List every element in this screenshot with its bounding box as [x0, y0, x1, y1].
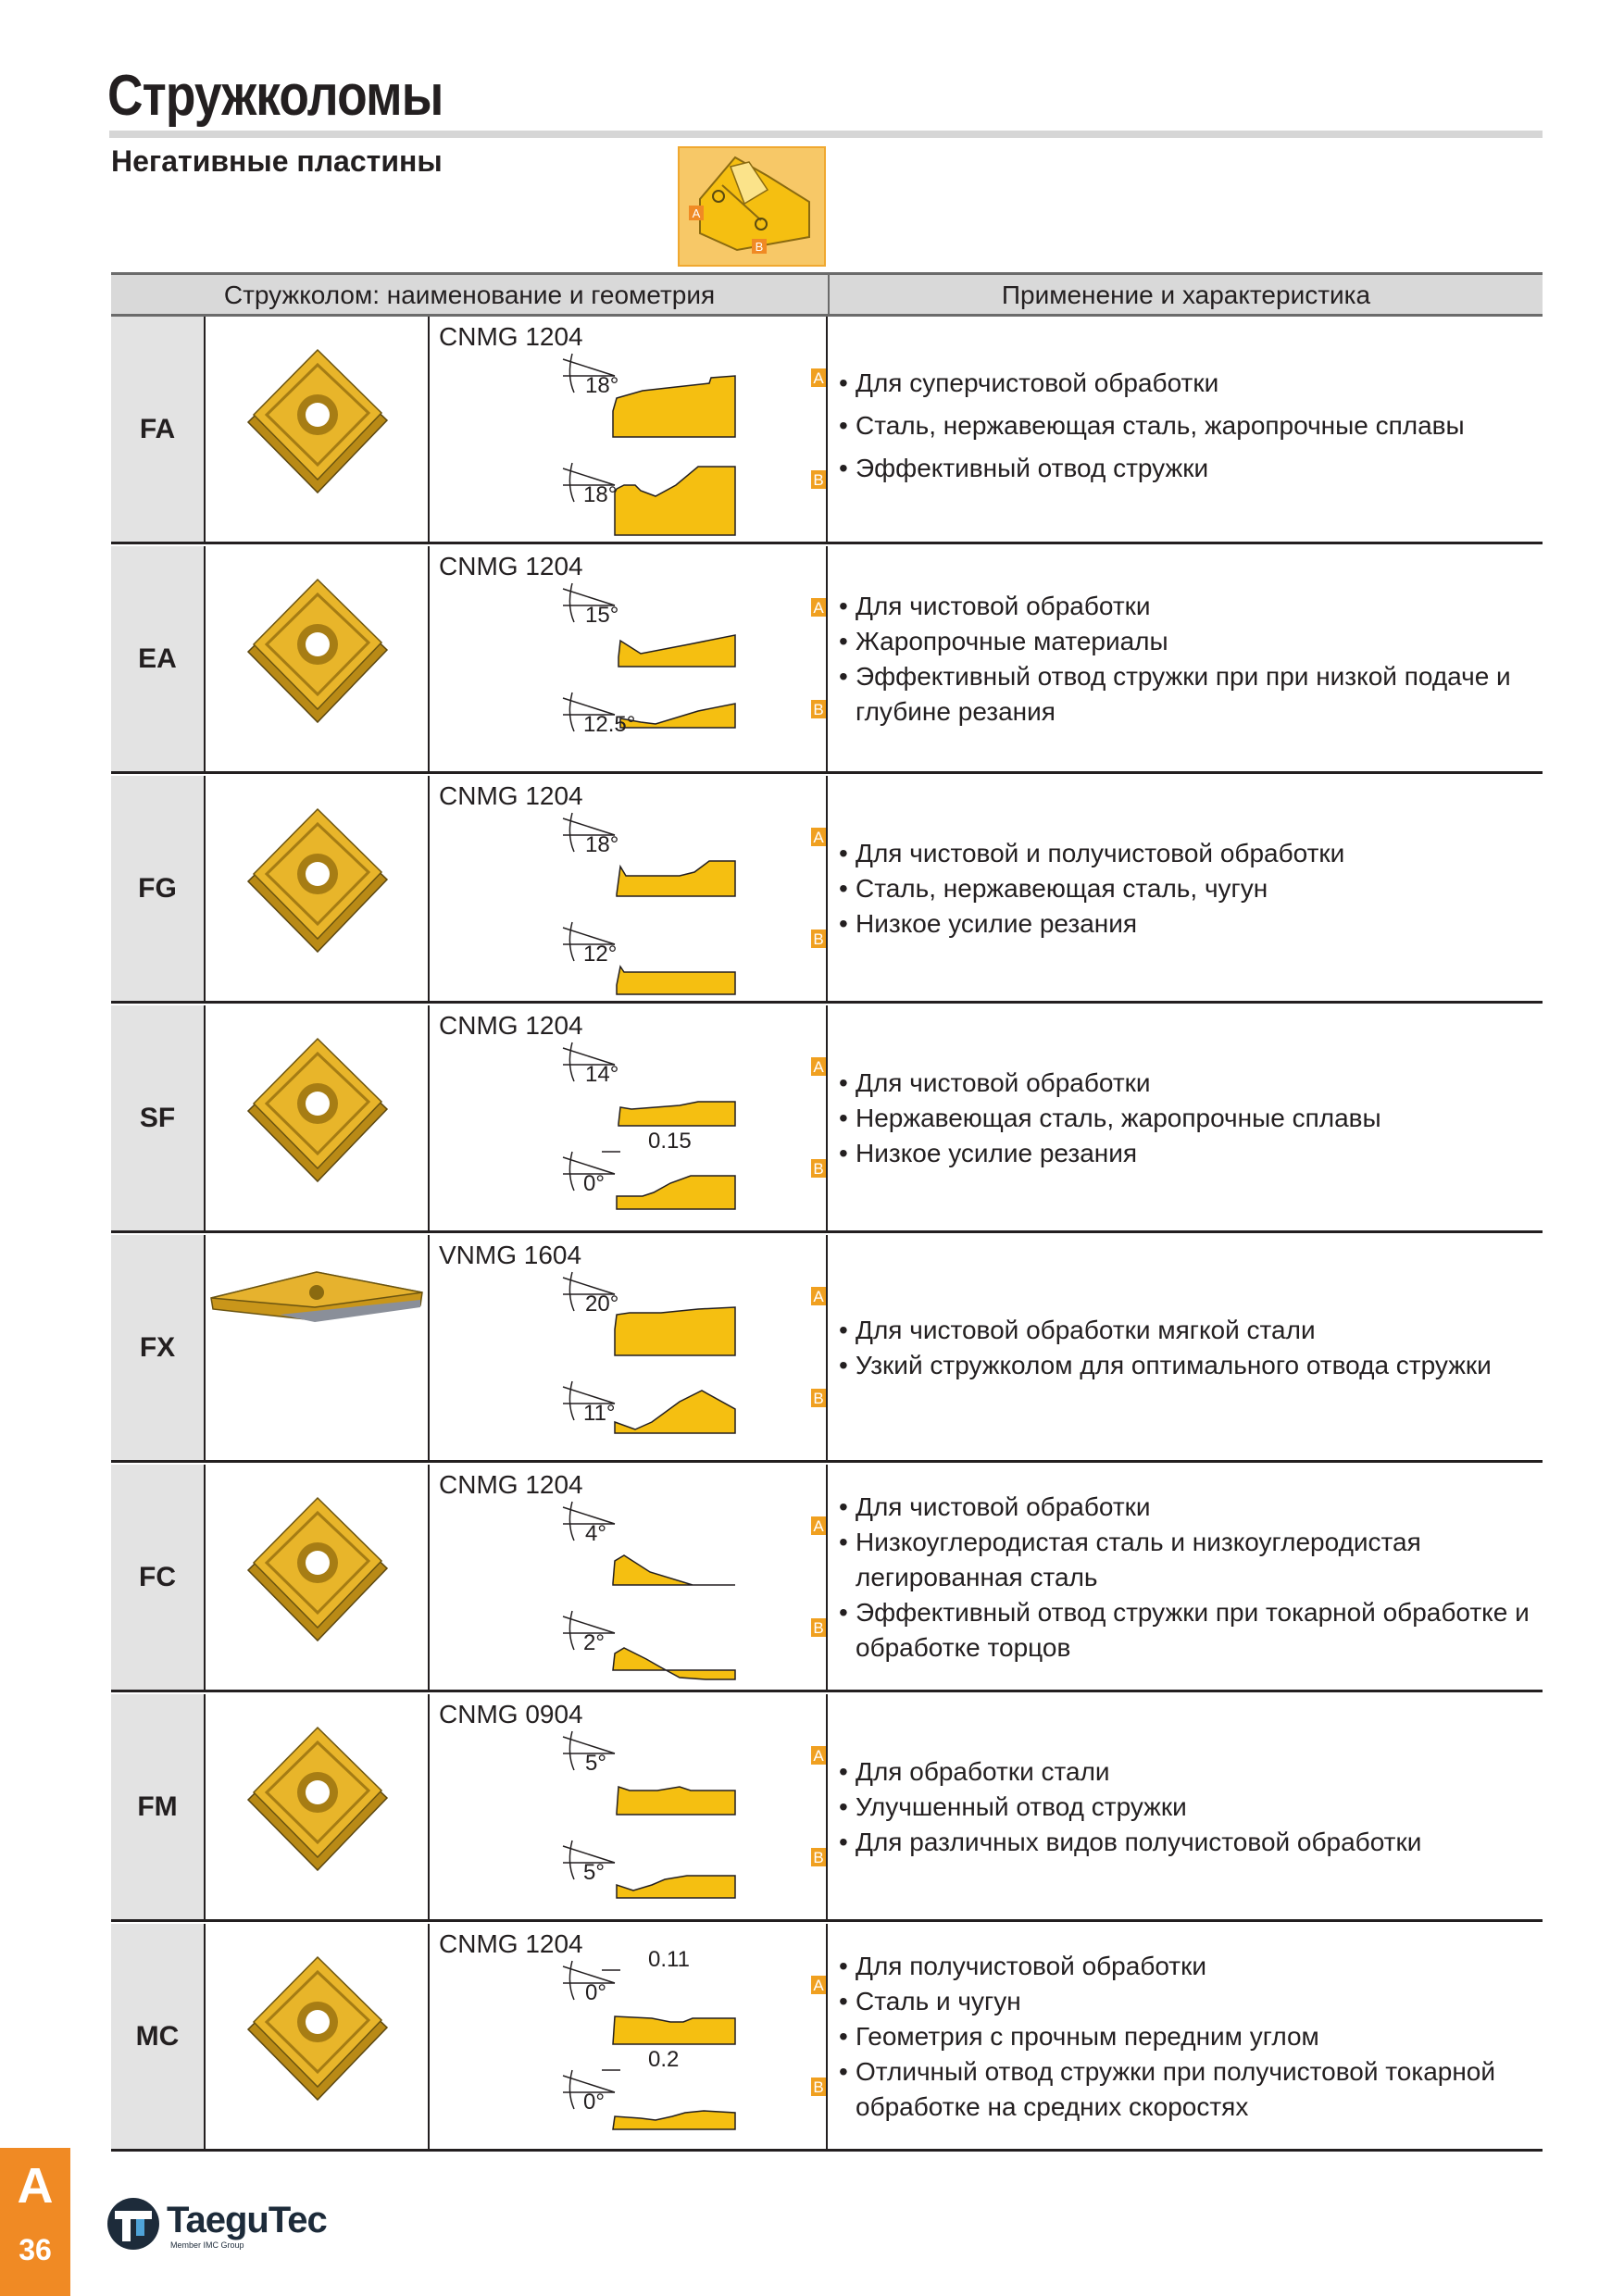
table-row	[111, 1694, 1543, 1922]
application-list	[839, 1066, 1543, 1171]
title-divider	[109, 131, 1543, 138]
application-bullet: • Для обработки стали	[839, 1754, 1543, 1790]
insert-image	[206, 1235, 430, 1460]
application-bullet: • Для чистовой обработки мягкой стали	[839, 1313, 1543, 1348]
profile-b	[617, 1876, 735, 1898]
geometry-cell	[430, 1005, 828, 1230]
profile-b	[615, 467, 735, 535]
application-bullet: • Нержавеющая сталь, жаропрочные сплавы	[839, 1101, 1543, 1136]
application-bullet: • Эффективный отвод стружки при при низкой подаче и глубине резания	[839, 659, 1543, 730]
application-list	[839, 1754, 1543, 1860]
application-list	[839, 1949, 1543, 2125]
land-width-a: 0.11	[648, 1947, 690, 1972]
profile-a	[613, 2016, 735, 2044]
geometry-cell	[430, 1694, 828, 1919]
application-bullet: • Для суперчистовой обработки	[839, 366, 1543, 401]
insert-image	[206, 1465, 430, 1690]
geometry-cell	[430, 317, 828, 542]
insert-designation: CNMG 1204	[439, 322, 583, 351]
section-label-b: B	[813, 1849, 824, 1866]
application-bullet: • Для чистовой обработки	[839, 1066, 1543, 1101]
column-header-application: Применение и характеристика	[828, 275, 1543, 314]
insert-designation: CNMG 1204	[439, 781, 583, 810]
table-row	[111, 1924, 1543, 2152]
rake-angle-a: 0°	[585, 1980, 606, 2005]
insert-designation: CNMG 1204	[439, 1470, 583, 1499]
geometry-cell	[430, 776, 828, 1001]
profile-a	[613, 1555, 735, 1585]
brand-tagline: Member IMC Group	[170, 2240, 244, 2250]
insert-designation: CNMG 1204	[439, 552, 583, 580]
application-bullet: • Эффективный отвод стружки	[839, 451, 1543, 486]
section-label-a: A	[813, 1747, 824, 1765]
profile-b	[617, 967, 735, 994]
application-cell	[828, 317, 1543, 542]
page-subtitle: Негативные пластины	[111, 144, 443, 178]
application-list	[839, 589, 1543, 730]
insert-designation: CNMG 1204	[439, 1011, 583, 1040]
section-label-a: A	[813, 369, 824, 387]
geometry-cell	[430, 1924, 828, 2149]
column-header-geometry: Стружколом: наименование и геометрия	[223, 281, 716, 309]
land-width-b: 0.15	[648, 1129, 692, 1154]
geometry-cell	[430, 1235, 828, 1460]
section-label-a: A	[813, 1977, 824, 1994]
rake-angle-a: 4°	[585, 1521, 606, 1546]
rake-angle-a: 18°	[585, 373, 619, 398]
application-bullet: • Низкоуглеродистая сталь и низкоуглеродистая легированная сталь	[839, 1525, 1543, 1595]
application-bullet: • Улучшенный отвод стружки	[839, 1790, 1543, 1825]
page-title: Стружколомы	[107, 64, 443, 128]
profile-b	[613, 1648, 735, 1679]
table-row	[111, 546, 1543, 774]
profile-a	[618, 635, 735, 667]
insert-image	[206, 776, 430, 1001]
section-label-b: B	[813, 1160, 824, 1178]
profile-a	[613, 376, 735, 437]
chipbreaker-code: FM	[111, 1694, 206, 1919]
application-bullet: • Сталь, нержавеющая сталь, чугун	[839, 871, 1543, 906]
geometry-cell	[430, 1465, 828, 1690]
rake-angle-a: 15°	[585, 603, 619, 628]
application-bullet: • Эффективный отвод стружки при токарной обработке и обработке торцов	[839, 1595, 1543, 1666]
application-bullet: • Для чистовой обработки	[839, 589, 1543, 624]
rake-angle-b: 12°	[583, 942, 618, 967]
chipbreaker-table	[111, 272, 1543, 2121]
table-row	[111, 776, 1543, 1004]
table-row	[111, 317, 1543, 544]
profile-b	[615, 1391, 735, 1433]
profile-b	[620, 704, 735, 728]
thumb-label-b: B	[755, 240, 764, 254]
profile-b	[613, 2111, 735, 2129]
table-row	[111, 1005, 1543, 1233]
section-tab	[0, 2148, 70, 2296]
rake-angle-b: 12.5°	[583, 712, 636, 737]
application-bullet: • Жаропрочные материалы	[839, 624, 1543, 659]
profile-b	[617, 1176, 735, 1209]
application-list	[839, 1490, 1543, 1666]
application-cell	[828, 776, 1543, 1001]
application-bullet: • Для получистовой обработки	[839, 1949, 1543, 1984]
application-list	[839, 1313, 1543, 1383]
rake-angle-b: 0°	[583, 2090, 605, 2115]
application-list	[839, 836, 1543, 942]
application-bullet: • Сталь, нержавеющая сталь, жаропрочные сплавы	[839, 408, 1543, 443]
profile-a	[618, 1102, 735, 1126]
application-bullet: • Низкое усилие резания	[839, 906, 1543, 942]
rake-angle-a: 20°	[585, 1292, 619, 1316]
section-label-a: A	[813, 1517, 824, 1535]
application-list	[839, 366, 1543, 493]
section-label-a: A	[813, 599, 824, 617]
application-bullet: • Сталь и чугун	[839, 1984, 1543, 2019]
application-cell	[828, 1465, 1543, 1690]
application-cell	[828, 1235, 1543, 1460]
section-letter: A	[17, 2158, 54, 2214]
profile-a	[615, 1307, 735, 1355]
insert-image	[206, 1924, 430, 2149]
geometry-cell	[430, 546, 828, 771]
application-cell	[828, 1924, 1543, 2149]
section-label-a: A	[813, 829, 824, 846]
brand-logo	[106, 2196, 356, 2252]
rake-angle-a: 18°	[585, 832, 619, 857]
insert-image	[206, 317, 430, 542]
brand-mark-icon	[106, 2196, 163, 2252]
table-row	[111, 1465, 1543, 1692]
rake-angle-b: 2°	[583, 1630, 605, 1655]
section-label-b: B	[813, 930, 824, 948]
section-label-b: B	[813, 1390, 824, 1407]
application-bullet: • Низкое усилие резания	[839, 1136, 1543, 1171]
rake-angle-b: 18°	[583, 482, 618, 507]
land-width-b: 0.2	[648, 2047, 680, 2072]
insert-image	[206, 1005, 430, 1230]
thumb-label-a: A	[692, 206, 701, 220]
rake-angle-b: 0°	[583, 1171, 605, 1196]
profile-a	[617, 1787, 735, 1815]
rake-angle-a: 14°	[585, 1062, 619, 1087]
insert-designation: CNMG 0904	[439, 1700, 583, 1728]
section-label-b: B	[813, 2078, 824, 2096]
chipbreaker-code: SF	[111, 1005, 206, 1230]
chipbreaker-code: FC	[111, 1465, 206, 1690]
application-cell	[828, 1005, 1543, 1230]
insert-image	[206, 546, 430, 771]
rake-angle-b: 11°	[583, 1401, 616, 1426]
application-bullet: • Для чистовой и получистовой обработки	[839, 836, 1543, 871]
insert-designation: VNMG 1604	[439, 1241, 582, 1269]
brand-name: TaeguTec	[167, 2200, 327, 2240]
section-label-b: B	[813, 1619, 824, 1637]
section-label-b: B	[813, 701, 824, 718]
insert-designation: CNMG 1204	[439, 1929, 583, 1958]
section-label-b: B	[813, 471, 824, 489]
insert-image	[206, 1694, 430, 1919]
rake-angle-b: 5°	[583, 1860, 605, 1885]
chipbreaker-code: FA	[111, 317, 206, 542]
chipbreaker-code: FX	[111, 1235, 206, 1460]
application-cell	[828, 1694, 1543, 1919]
table-header	[111, 272, 1543, 317]
chipbreaker-code: MC	[111, 1924, 206, 2149]
rake-angle-a: 5°	[585, 1751, 606, 1776]
application-bullet: • Узкий стружколом для оптимального отвода стружки	[839, 1348, 1543, 1383]
chipbreaker-code: FG	[111, 776, 206, 1001]
application-bullet: • Отличный отвод стружки при получистовой токарной обработке на средних скоростях	[839, 2054, 1543, 2125]
chipbreaker-code: EA	[111, 546, 206, 771]
application-bullet: • Для различных видов получистовой обработки	[839, 1825, 1543, 1860]
section-label-a: A	[813, 1288, 824, 1305]
application-bullet: • Для чистовой обработки	[839, 1490, 1543, 1525]
profile-a	[617, 861, 735, 896]
application-cell	[828, 546, 1543, 771]
page-number: 36	[19, 2233, 52, 2266]
table-row	[111, 1235, 1543, 1463]
chipbreaker-position-thumbnail	[678, 146, 826, 267]
application-bullet: • Геометрия с прочным передним углом	[839, 2019, 1543, 2054]
section-label-a: A	[813, 1058, 824, 1076]
